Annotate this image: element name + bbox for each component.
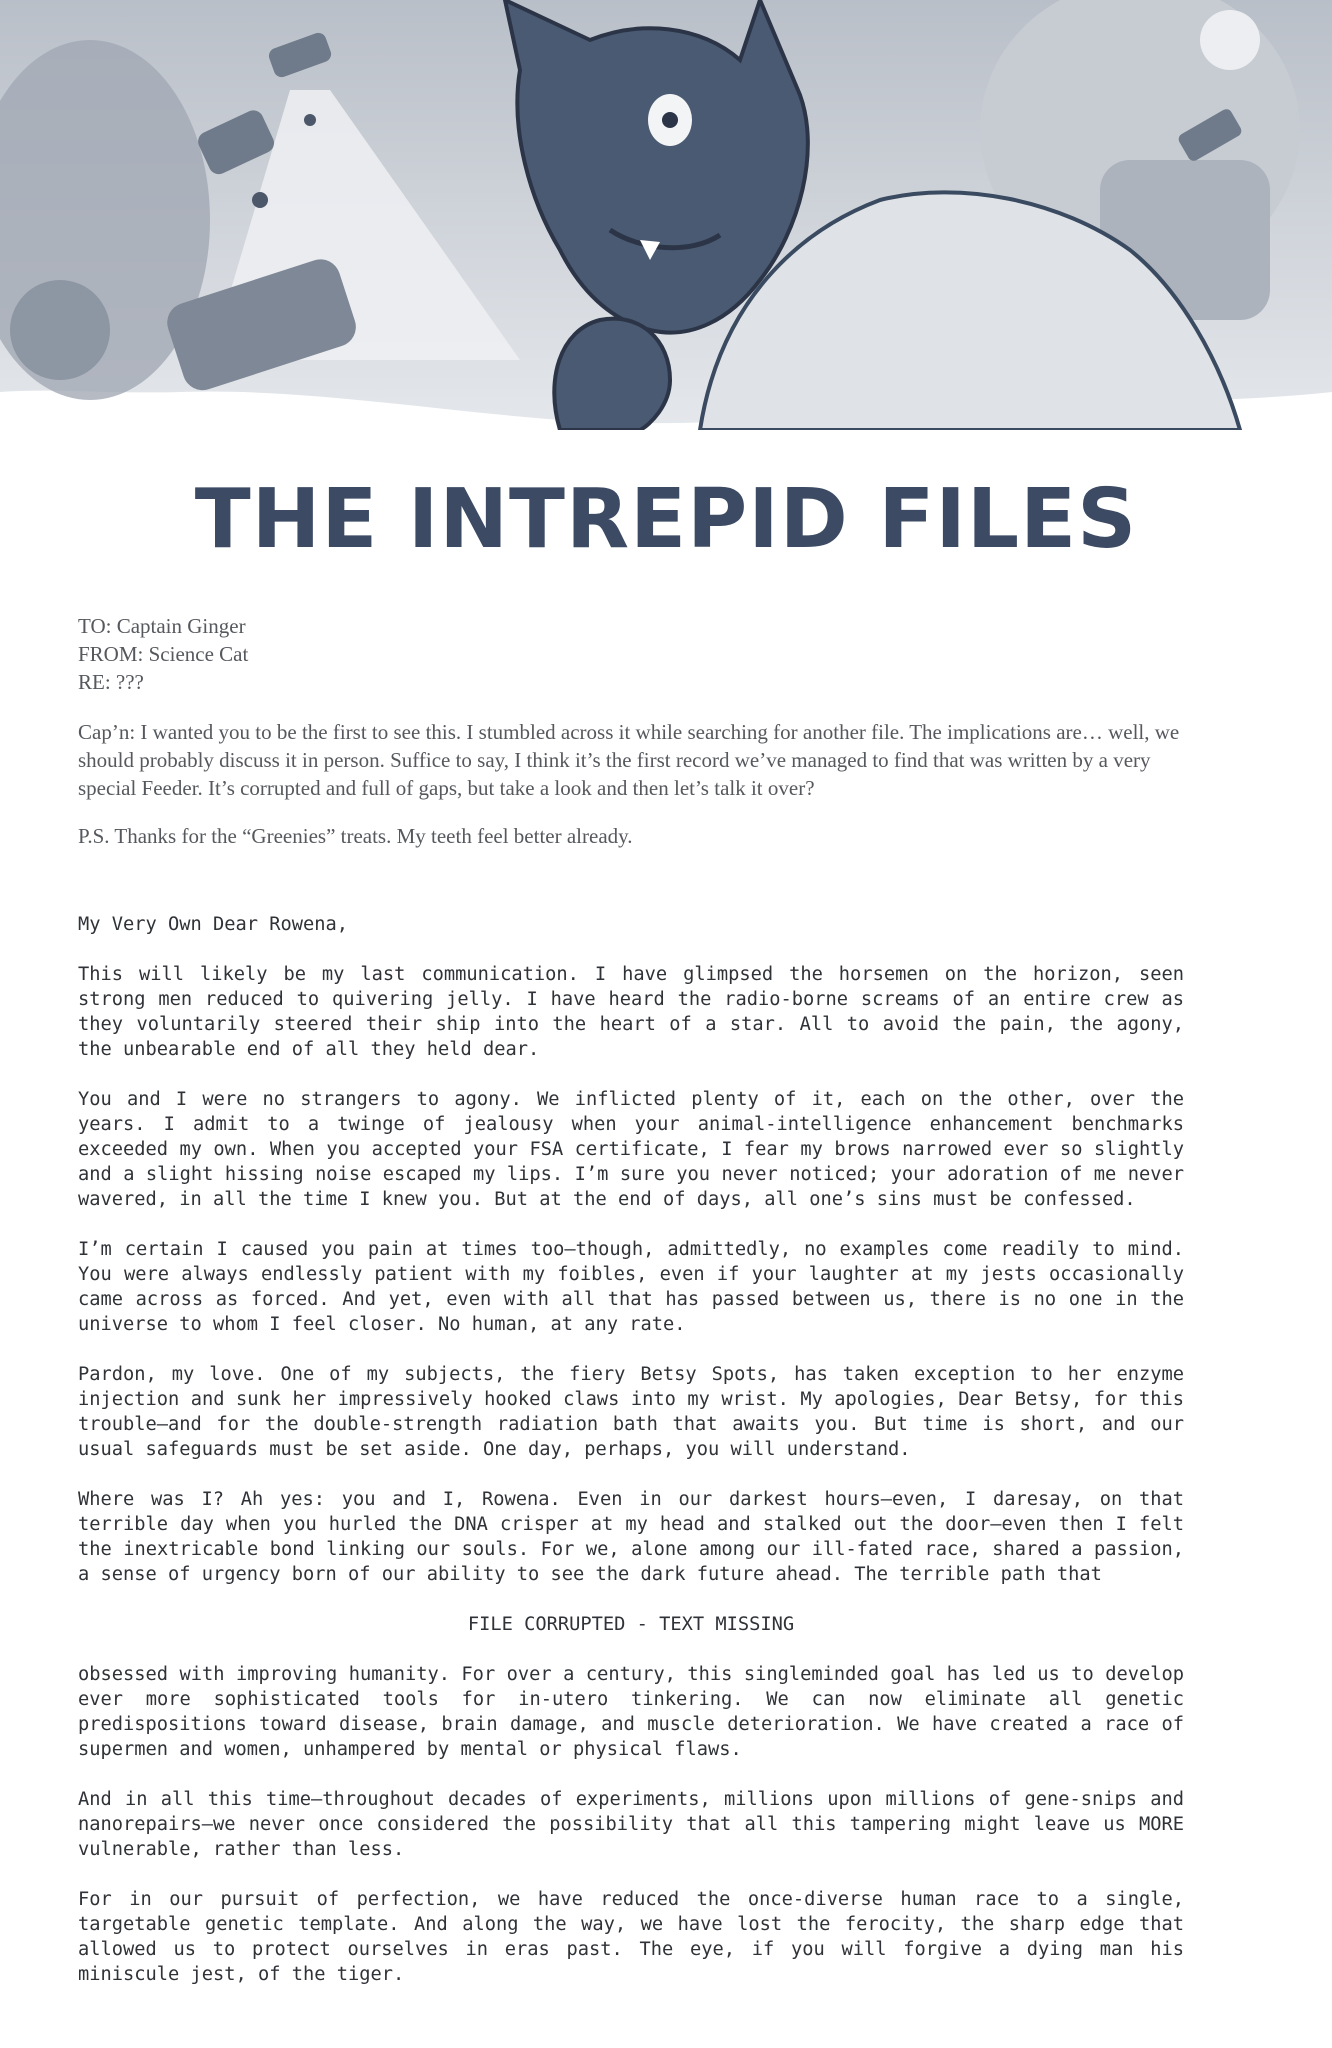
memo-re: RE: ??? <box>78 670 144 694</box>
letter-paragraph: I’m certain I caused you pain at times too—though, admittedly, no examples come readily to mind. You were always endlessly patient with my foibles, even if your laughter at my jests occasionally came across as forced. And yet, even with all that has passed between us, there is no one in the universe to whom I feel closer. No human, at any rate. <box>78 1239 1184 1335</box>
letter-paragraph: Pardon, my love. One of my subjects, the fiery Betsy Spots, has taken exception to her enzyme injection and sunk her impressively hooked claws into my wrist. My apologies, Dear Betsy, for this trouble—and for the double-strength radiation bath that awaits you. But time is short, and our usual safeguards must be set aside. One day, perhaps, you will understand. <box>78 1364 1184 1460</box>
page-title: THE INTREPID FILES <box>194 472 1138 567</box>
memo-to: TO: Captain Ginger <box>78 614 246 638</box>
letter-paragraph: And in all this time—throughout decades of experiments, millions upon millions of gene-snips and nanorepairs—we never once considered the possibility that all this tampering might leave us MORE vulnerable, rather than less. <box>78 1789 1184 1860</box>
letter-salutation: My Very Own Dear Rowena, <box>78 914 349 935</box>
letter <box>78 912 1184 2012</box>
memo-postscript: P.S. Thanks for the “Greenies” treats. My teeth feel better already. <box>78 824 633 848</box>
letter-paragraph: This will likely be my last communication. I have glimpsed the horsemen on the horizon, seen strong men reduced to quivering jelly. I have heard the radio-borne screams of an entire crew as they voluntarily steered their ship into the heart of a star. All to avoid the pain, the agony, the unbearable end of all they held dear. <box>78 964 1184 1060</box>
memo <box>78 612 1188 870</box>
memo-header <box>78 612 1188 696</box>
header-illustration <box>0 0 1332 430</box>
memo-from: FROM: Science Cat <box>78 642 249 666</box>
cat-scientist-illustration <box>0 0 1332 430</box>
letter-paragraph: Where was I? Ah yes: you and I, Rowena. Even in our darkest hours—even, I daresay, on that terrible day when you hurled the DNA crisper at my head and stalked out the door—even then I felt the inextricable bond linking our souls. For we, alone among our ill-fated race, shared a passion, a sense of urgency born of our ability to see the dark future ahead. The terrible path that <box>78 1489 1184 1585</box>
letter-paragraph: You and I were no strangers to agony. We inflicted plenty of it, each on the other, over the years. I admit to a twinge of jealousy when your animal-intelligence enhancement benchmarks exceeded my own. When you accepted your FSA certificate, I fear my brows narrowed ever so slightly and a slight hissing noise escaped my lips. I’m sure you never noticed; your adoration of me never wavered, in all the time I knew you. But at the end of days, all one’s sins must be confessed. <box>78 1089 1184 1210</box>
memo-body: Cap’n: I wanted you to be the first to see this. I stumbled across it while searching for another file. The implications are… well, we should probably discuss it in person. Suffice to say, I think it’s the first record we’ve managed to find that was written by a very special Feeder. It’s corrupted and full of gaps, but take a look and then let’s talk it over? <box>78 720 1180 800</box>
letter-paragraph: obsessed with improving humanity. For over a century, this singleminded goal has led us to develop ever more sophisticated tools for in-utero tinkering. We can now eliminate all genetic predispositions toward disease, brain damage, and muscle deterioration. We have created a race of supermen and women, unhampered by mental or physical flaws. <box>78 1664 1184 1760</box>
letter-paragraph: For in our pursuit of perfection, we have reduced the once-diverse human race to a single, targetable genetic template. And along the way, we have lost the ferocity, the sharp edge that allowed us to protect ourselves in eras past. The eye, if you will forgive a dying man his miniscule jest, of the tiger. <box>78 1889 1184 1985</box>
file-corrupted-notice: FILE CORRUPTED - TEXT MISSING <box>467 1614 795 1635</box>
